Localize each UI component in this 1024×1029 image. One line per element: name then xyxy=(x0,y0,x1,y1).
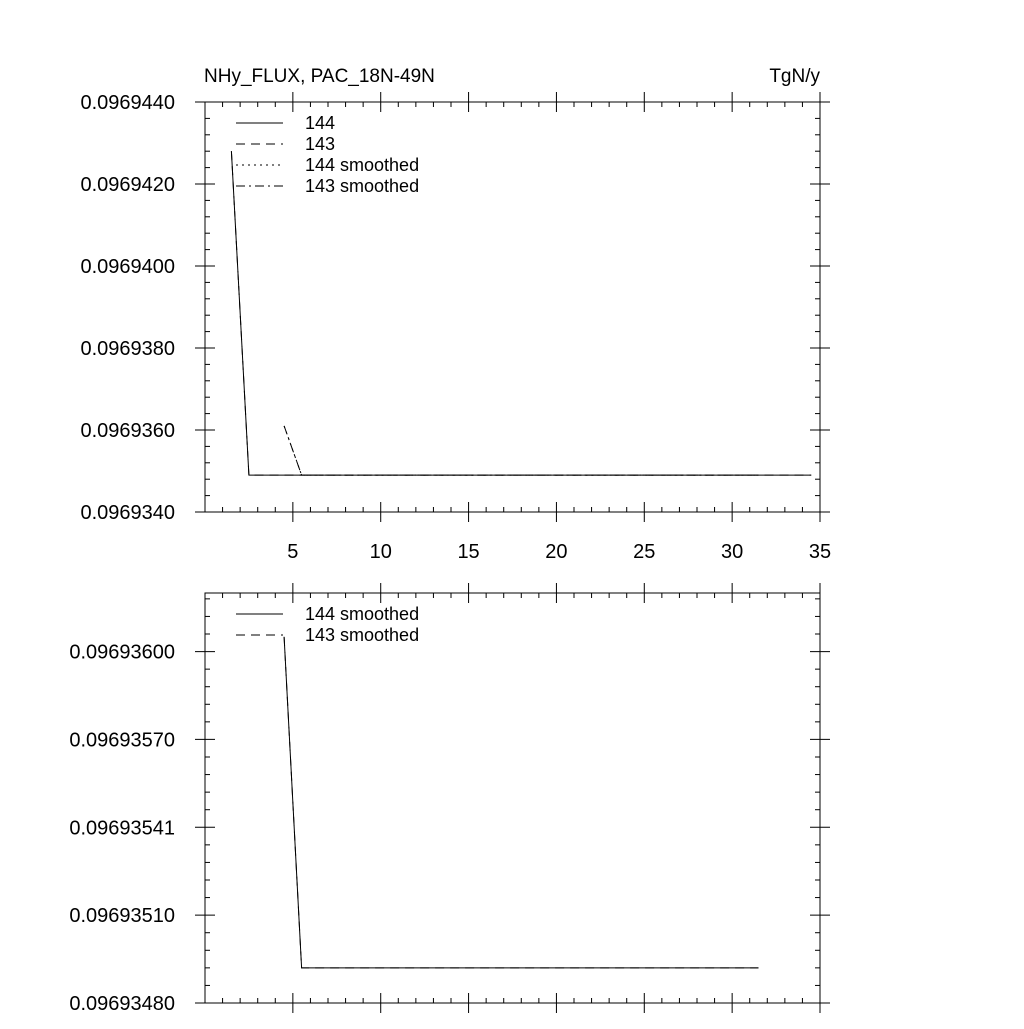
legend-label: 144 xyxy=(305,113,336,133)
y-tick-label: 0.0969340 xyxy=(80,502,175,524)
series-line xyxy=(284,637,758,968)
x-tick-label: 20 xyxy=(545,541,568,563)
chart-title: NHy_FLUX, PAC_18N-49N xyxy=(204,66,435,87)
chart-units-label: TgN/y xyxy=(769,66,820,87)
y-tick-label: 0.09693570 xyxy=(69,729,175,752)
x-tick-label: 25 xyxy=(633,541,656,563)
y-tick-label: 0.09693480 xyxy=(69,993,175,1015)
plot-frame xyxy=(205,593,820,1003)
y-tick-label: 0.0969360 xyxy=(80,420,175,442)
y-tick-label: 0.0969400 xyxy=(80,256,175,278)
x-tick-label: 15 xyxy=(457,541,480,563)
y-tick-label: 0.09693510 xyxy=(69,905,175,928)
legend-label: 144 smoothed xyxy=(305,155,420,175)
series-line xyxy=(284,637,758,968)
series-line xyxy=(231,151,811,475)
series-line xyxy=(284,426,758,475)
y-tick-label: 0.0969440 xyxy=(80,92,175,114)
x-tick-label: 10 xyxy=(369,541,392,563)
series-line xyxy=(231,151,811,475)
legend-label: 143 smoothed xyxy=(305,176,420,196)
legend-label: 143 smoothed xyxy=(305,625,420,645)
y-tick-label: 0.0969420 xyxy=(80,174,175,196)
x-tick-label: 30 xyxy=(721,541,744,563)
legend-label: 143 xyxy=(305,134,336,154)
plot-frame xyxy=(205,102,820,512)
y-tick-label: 0.09693600 xyxy=(69,641,175,664)
series-line xyxy=(284,426,758,475)
y-tick-label: 0.0969380 xyxy=(80,338,175,360)
x-tick-label: 5 xyxy=(287,541,299,563)
legend-label: 144 smoothed xyxy=(305,604,420,624)
x-tick-label: 35 xyxy=(808,541,832,563)
y-tick-label: 0.09693541 xyxy=(69,817,175,840)
